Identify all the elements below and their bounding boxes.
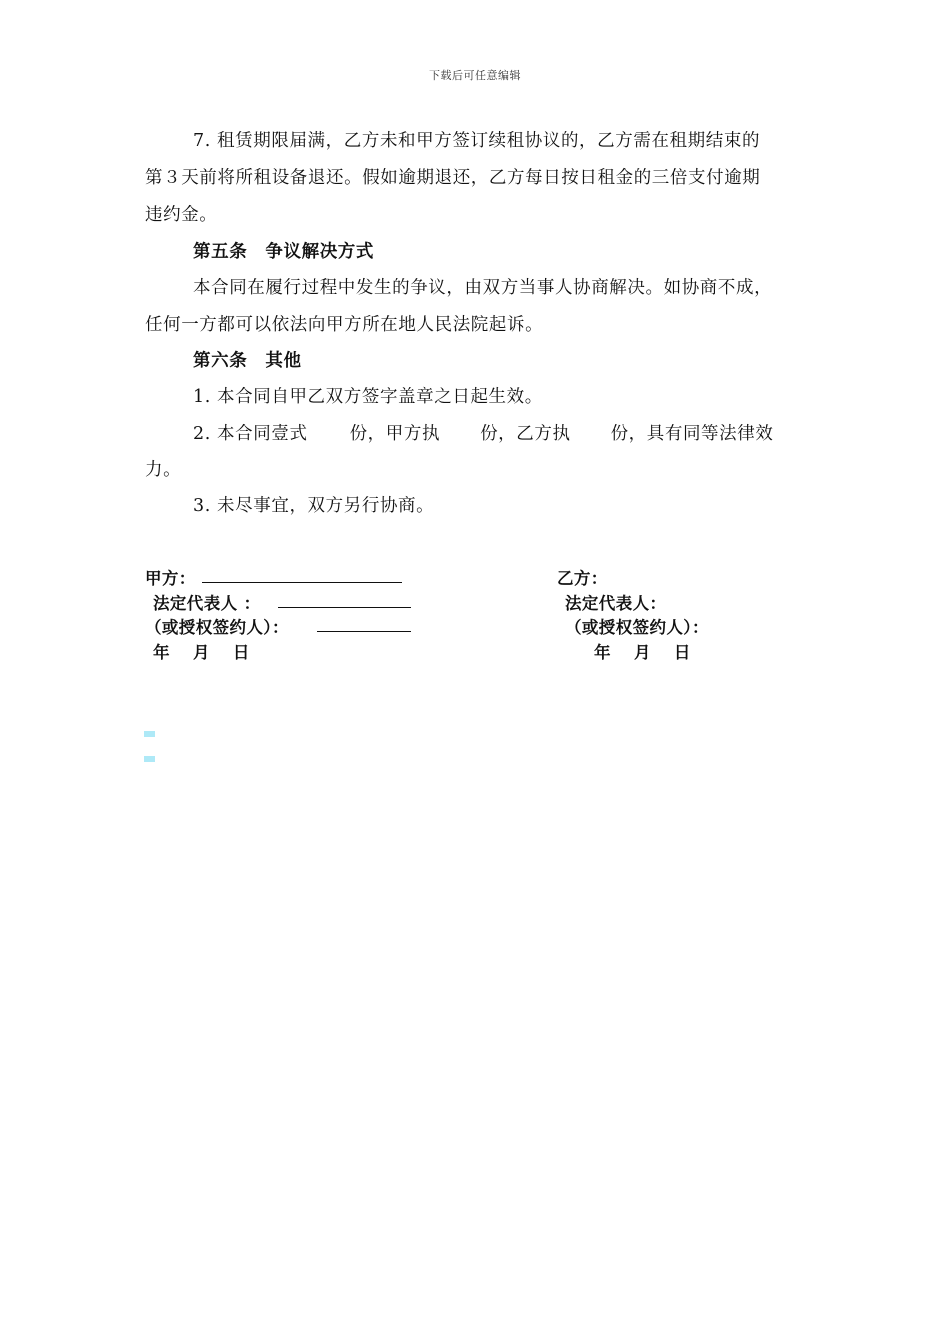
party-a-auth-line bbox=[317, 631, 411, 632]
party-a-rep-label: 法定代表人 ： bbox=[153, 594, 261, 613]
article4-item7-line2: 第３天前将所租设备退还。假如逾期退还，乙方每日按日租金的三倍支付逾期 bbox=[145, 168, 761, 188]
cyan-marker-2 bbox=[144, 756, 155, 762]
cyan-marker-1 bbox=[144, 731, 155, 737]
article6-item3: 3. 未尽事宜，双方另行协商。 bbox=[193, 496, 435, 516]
article4-item7-line1: 7. 租赁期限届满，乙方未和甲方签订续租协议的，乙方需在租期结束的 bbox=[193, 131, 761, 151]
page-header-note: 下载后可任意编辑 bbox=[429, 69, 521, 82]
article6-item2-line1 bbox=[193, 420, 773, 445]
party-a-label: 甲方： bbox=[145, 569, 196, 588]
article6-item2-part-b: 份，甲方执 bbox=[349, 424, 441, 444]
article5-body-line1: 本合同在履行过程中发生的争议，由双方当事人协商解决。如协商不成， bbox=[193, 278, 773, 298]
article6-title: 第六条 其他 bbox=[193, 351, 302, 371]
article6-item1: 1. 本合同自甲乙双方签字盖章之日起生效。 bbox=[193, 387, 543, 407]
party-b-date: 年 月 日 bbox=[594, 643, 691, 662]
article6-item2-line2: 力。 bbox=[145, 460, 182, 480]
party-a-signature-line bbox=[202, 582, 402, 583]
article5-body-line2: 任何一方都可以依法向甲方所在地人民法院起诉。 bbox=[145, 315, 544, 335]
article4-item7-line3: 违约金。 bbox=[145, 205, 218, 225]
article6-item2-part-c: 份，乙方执 bbox=[480, 424, 571, 444]
article6-item2-part-a: 2. 本合同壹式 bbox=[193, 424, 308, 444]
party-b-label: 乙方： bbox=[557, 569, 608, 588]
article5-title: 第五条 争议解决方式 bbox=[193, 242, 374, 262]
party-a-date: 年 月 日 bbox=[153, 643, 250, 662]
article6-item2-part-d: 份，具有同等法律效 bbox=[610, 424, 774, 444]
party-a-auth-label: （或授权签约人）： bbox=[145, 618, 289, 637]
party-a-rep-line bbox=[278, 607, 411, 608]
party-b-rep-label: 法定代表人： bbox=[565, 594, 667, 613]
party-b-auth-label: （或授权签约人）： bbox=[565, 618, 709, 637]
